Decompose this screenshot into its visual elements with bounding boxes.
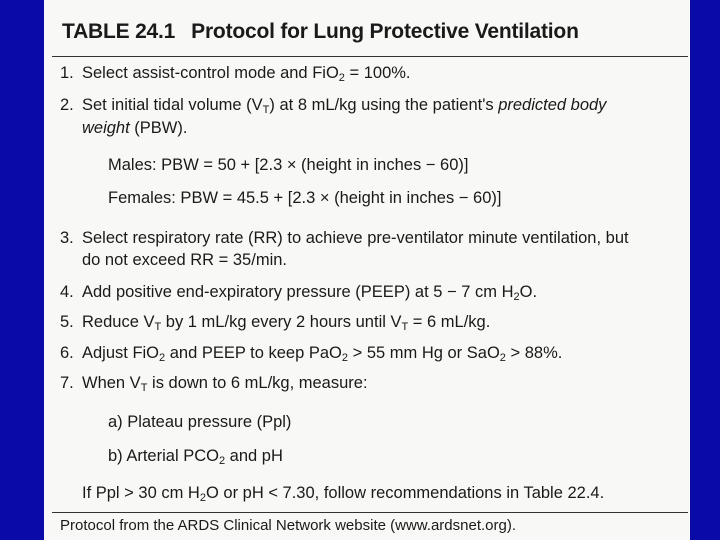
table-page [44, 0, 690, 540]
bottom-rule [52, 512, 688, 513]
step-5: 5. Reduce $V_T$ by 1 mL/kg every 2 hours until $V_T = 6$ mL/kg. [60, 313, 491, 333]
step-1: 1. Select assist-control mode and FiO$_2$ = 100%. [60, 64, 411, 84]
step-3-continued: do not exceed RR = 35/min. [82, 251, 287, 269]
males-formula: Males: PBW = 50 + [2.3 × (height in inches − 60)] [108, 156, 469, 174]
top-rule [52, 56, 688, 57]
step-7b: b) Arterial $PCO_2$ and pH [108, 447, 283, 467]
step-4: 4. Add positive end-expiratory pressure (PEEP) at 5 − 7 cm $H_2O$. [60, 283, 538, 303]
females-formula: Females: PBW = 45.5 + [2.3 × (height in inches − 60)] [108, 189, 502, 207]
table-number: TABLE 24.1 [62, 20, 176, 43]
step-3: 3. Select respiratory rate (RR) to achieve pre-ventilator minute ventilation, but [60, 229, 629, 247]
source-footnote: Protocol from the ARDS Clinical Network website (www.ardsnet.org). [60, 517, 516, 534]
step-2-continued: weight (PBW). [82, 119, 188, 137]
step-7: 7. When $V_T$ is down to 6 mL/kg, measure: [60, 374, 368, 394]
table-heading [62, 20, 579, 44]
ppl-note: If Ppl > 30 cm $H_2O$ or pH < 7.30, follow recommendations in Table 22.4. [82, 484, 605, 504]
table-title: Protocol for Lung Protective Ventilation [191, 20, 579, 43]
step-6: 6. Adjust FiO$_2$ and PEEP to keep PaO$_2$ > 55 mm Hg or SaO$_2$ > 88%. [60, 344, 563, 364]
step-2: 2. Set initial tidal volume $(V_T)$ at 8 mL/kg using the patient's predicted body [60, 96, 607, 116]
step-7a: a) Plateau pressure (Ppl) [108, 413, 292, 431]
